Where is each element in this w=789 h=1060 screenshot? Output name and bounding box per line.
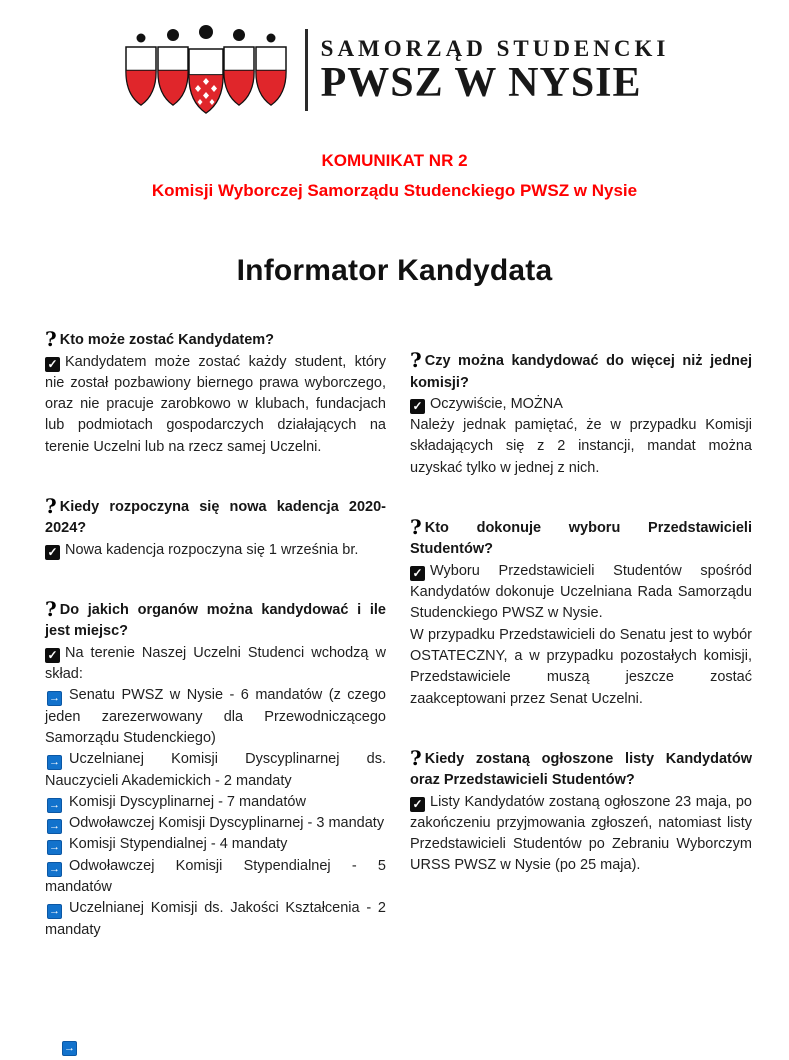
list-item-text: Senatu PWSZ w Nysie - 6 mandatów (z czego jeden zarezerwowany dla Przewodniczącego Samorządu Studenckiego) xyxy=(45,687,386,746)
list-item-text: Odwoławczej Komisji Stypendialnej - 5 mandatów xyxy=(45,857,386,896)
announcement-committee: Komisji Wyborczej Samorządu Studenckiego PWSZ w Nysie xyxy=(151,181,638,201)
checkbox-check-icon: ✓ xyxy=(410,399,425,414)
arrow-right-icon: → xyxy=(49,820,60,833)
question-mark-icon: ? xyxy=(45,327,57,352)
content-columns xyxy=(0,327,789,980)
answer-text: Na terenie Naszej Uczelni Studenci wchodzą w skład: xyxy=(45,644,386,682)
answer-text: Kandydatem może zostać każdy student, który nie został pozbawiony biernego prawa wyborczego, oraz nie pracuje zarobkowo w klubach, fundacjach lub podmiotach gospodarczych działających na terenie Uczelni lub na rzecz samej Uczelni. xyxy=(45,353,386,455)
list-item xyxy=(45,834,386,855)
answer-paragraph xyxy=(410,792,752,877)
list-item xyxy=(45,749,386,792)
answer-paragraph xyxy=(45,352,386,459)
question-text: Kto może zostać Kandydatem? xyxy=(59,332,275,349)
question-heading xyxy=(45,597,386,643)
answer-extra-paragraph: Należy jednak pamiętać, że w przypadku Komisji składających się z 2 instancji, mandat można uzyskać tylko w jednej z nich. xyxy=(410,417,752,476)
list-item-text: Komisji Dyscyplinarnej - 7 mandatów xyxy=(69,793,306,810)
answer-paragraph xyxy=(45,540,386,561)
checkbox-check-icon: ✓ xyxy=(410,797,425,812)
checkbox-check-icon: ✓ xyxy=(45,545,60,560)
arrow-right-icon: → xyxy=(49,692,60,705)
list-item xyxy=(45,813,386,834)
announcement-heading xyxy=(0,150,789,202)
answer-paragraph xyxy=(410,394,752,415)
announcement-number: KOMUNIKAT NR 2 xyxy=(321,151,468,170)
question-heading xyxy=(45,327,386,352)
question-mark-icon: ? xyxy=(410,348,422,373)
answer-text: Listy Kandydatów zostaną ogłoszone 23 maja, po zakończeniu przyjmowania zgłoszeń, natomiast listy Przedstawicieli Studentów po Zebraniu Wyborczym URSS PWSZ w Nysie (po 25 maja). xyxy=(410,793,752,874)
list-item xyxy=(45,856,386,899)
question-heading xyxy=(410,348,752,394)
arrow-right-icon: → xyxy=(49,756,60,769)
student-government-crest-icon xyxy=(120,22,292,118)
question-heading xyxy=(410,745,752,792)
list-item-text: Komisji Stypendialnej - 4 mandaty xyxy=(69,836,288,853)
question-heading xyxy=(410,515,752,561)
qa-section xyxy=(45,327,386,458)
arrow-right-icon: → xyxy=(49,905,60,918)
right-column xyxy=(410,330,752,980)
question-text: Kiedy zostaną ogłoszone listy Kandydatów oraz Przedstawicieli Studentów? xyxy=(410,750,752,789)
logo-text xyxy=(320,35,670,107)
logo-divider xyxy=(305,29,308,111)
answer-text: Wyboru Przedstawicieli Studentów spośród Kandydatów dokonuje Uczelniana Rada Samorządu Studenckiego PWSZ w Nysie. xyxy=(410,562,752,622)
list-item-text: Uczelnianej Komisji ds. Jakości Kształcenia - 2 mandaty xyxy=(45,900,386,938)
answer-extra-paragraph: W przypadku Przedstawicieli do Senatu jest to wybór OSTATECZNY, a w przypadku pozostałych komisji, Przedstawiciele muszą jeszcze zostać zaakceptowani przez Senat Uczelni. xyxy=(410,626,752,707)
question-heading xyxy=(45,494,386,540)
list-item-text: Odwoławczej Komisji Dyscyplinarnej - 3 mandaty xyxy=(69,815,385,832)
question-text: Do jakich organów można kandydować i ile jest miejsc? xyxy=(45,602,386,640)
page-title: Informator Kandydata xyxy=(236,254,553,288)
list-item-text: Uczelnianej Komisji Dyscyplinarnej ds. Nauczycieli Akademickich - 2 mandaty xyxy=(45,751,386,789)
qa-section xyxy=(410,745,752,877)
qa-section xyxy=(45,597,386,941)
checkbox-check-icon: ✓ xyxy=(45,357,60,372)
left-column xyxy=(45,327,386,980)
question-text: Kiedy rozpoczyna się nowa kadencja 2020-2024? xyxy=(45,499,386,537)
question-text: Kto dokonuje wyboru Przedstawicieli Studentów? xyxy=(410,520,752,558)
arrow-right-icon: → xyxy=(49,862,60,875)
list-item xyxy=(45,792,386,813)
answer-paragraph xyxy=(410,561,752,625)
qa-section xyxy=(410,515,752,710)
list-item xyxy=(45,898,386,941)
answer-paragraph xyxy=(45,643,386,686)
question-mark-icon: ? xyxy=(410,515,422,540)
question-mark-icon: ? xyxy=(45,494,57,519)
logo-line2: PWSZ W NYSIE xyxy=(320,60,642,107)
qa-section xyxy=(410,348,752,479)
answer-text: Oczywiście, MOŻNA xyxy=(430,395,563,412)
arrow-right-icon: → xyxy=(49,841,60,854)
list-item xyxy=(45,685,386,749)
arrow-right-icon: → xyxy=(49,798,60,811)
question-text: Czy można kandydować do więcej niż jednej komisji? xyxy=(410,353,752,391)
question-mark-icon: ? xyxy=(45,597,57,621)
qa-section xyxy=(45,494,386,561)
stray-arrow-icon: → xyxy=(64,1042,75,1054)
logo xyxy=(0,0,789,118)
answer-text: Nowa kadencja rozpoczyna się 1 września br. xyxy=(65,541,359,558)
checkbox-check-icon: ✓ xyxy=(410,566,425,581)
logo-line1: SAMORZĄD STUDENCKI xyxy=(320,35,670,61)
checkbox-check-icon: ✓ xyxy=(45,648,60,663)
question-mark-icon: ? xyxy=(410,745,422,770)
